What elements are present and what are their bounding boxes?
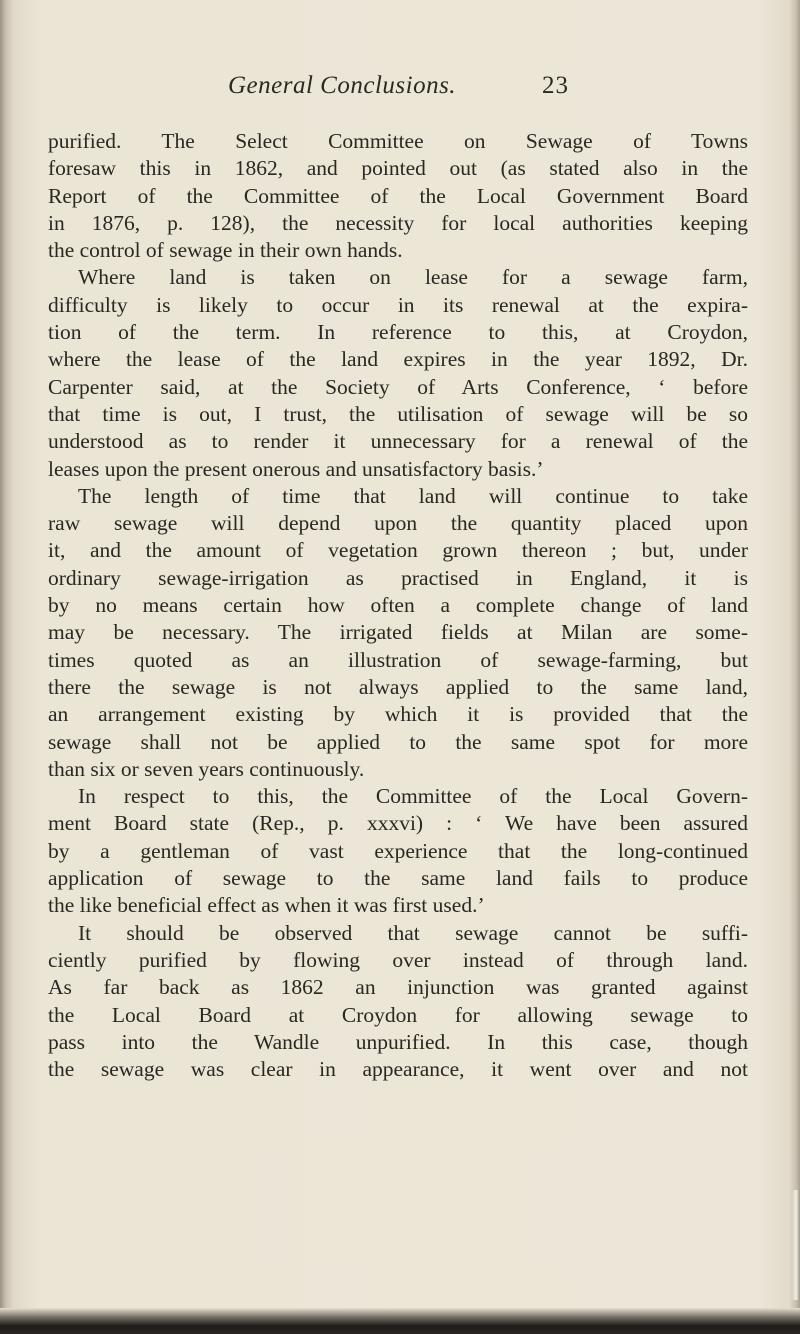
text-line: times quoted as an illustration of sewage-farming, but xyxy=(48,647,748,672)
page-header xyxy=(0,72,800,112)
text-line: it, and the amount of vegetation grown thereon ; but, under xyxy=(48,538,748,563)
text-line: understood as to render it unnecessary for a renewal of the xyxy=(48,429,748,454)
text-line: there the sewage is not always applied to the same land, xyxy=(48,674,748,699)
text-line: purified. The Select Committee on Sewage of Towns xyxy=(48,129,748,153)
running-title: General Conclusions. xyxy=(228,72,457,99)
text-line: an arrangement existing by which it is provided that the xyxy=(48,702,748,727)
page-number: 23 xyxy=(542,72,569,99)
text-line: than six or seven years continuously. xyxy=(48,756,365,781)
text-line: ciently purified by flowing over instead of through land. xyxy=(48,947,748,972)
text-line: by a gentleman of vast experience that the long-continued xyxy=(48,838,748,863)
body-text xyxy=(48,128,748,1083)
text-line: tion of the term. In reference to this, at Croydon, xyxy=(48,320,748,345)
page-left-edge xyxy=(0,0,14,1334)
text-line: Where land is taken on lease for a sewage farm, xyxy=(78,265,748,290)
text-line: As far back as 1862 an injunction was granted against xyxy=(48,975,748,1000)
text-line: It should be observed that sewage cannot be suffi- xyxy=(78,920,748,945)
text-line: that time is out, I trust, the utilisation of sewage will be so xyxy=(48,401,748,426)
text-line: pass into the Wandle unpurified. In this case, though xyxy=(48,1029,748,1054)
text-line: ment Board state (Rep., p. xxxvi) : ‘ We have been assured xyxy=(48,811,748,836)
page-right-edge xyxy=(788,0,800,1334)
text-line: the Local Board at Croydon for allowing sewage to xyxy=(48,1002,748,1027)
text-line: Carpenter said, at the Society of Arts Conference, ‘ before xyxy=(48,374,748,399)
text-line: may be necessary. The irrigated fields at Milan are some- xyxy=(48,620,748,645)
text-line: In respect to this, the Committee of the Local Govern- xyxy=(78,784,748,809)
text-line: application of sewage to the same land fails to produce xyxy=(48,866,748,891)
text-line: in 1876, p. 128), the necessity for local authorities keeping xyxy=(48,210,748,235)
text-line: foresaw this in 1862, and pointed out (as stated also in the xyxy=(48,156,748,181)
text-line: the sewage was clear in appearance, it went over and not xyxy=(48,1057,748,1082)
text-line: ordinary sewage-irrigation as practised in England, it is xyxy=(48,565,748,590)
text-line: The length of time that land will continue to take xyxy=(78,483,748,508)
text-line: the control of sewage in their own hands. xyxy=(48,238,403,263)
text-line: Report of the Committee of the Local Government Board xyxy=(48,183,748,208)
text-line: difficulty is likely to occur in its renewal at the expira- xyxy=(48,292,748,317)
text-line: by no means certain how often a complete change of land xyxy=(48,593,748,618)
text-line: sewage shall not be applied to the same spot for more xyxy=(48,729,748,754)
text-line: leases upon the present onerous and unsatisfactory basis.’ xyxy=(48,456,544,481)
text-line: raw sewage will depend upon the quantity placed upon xyxy=(48,511,748,536)
page-bottom-shadow xyxy=(0,1308,800,1334)
text-line: where the lease of the land expires in the year 1892, Dr. xyxy=(48,347,748,372)
text-line: the like beneficial effect as when it was first used.’ xyxy=(48,893,485,918)
page-fold-mark xyxy=(792,1190,800,1300)
